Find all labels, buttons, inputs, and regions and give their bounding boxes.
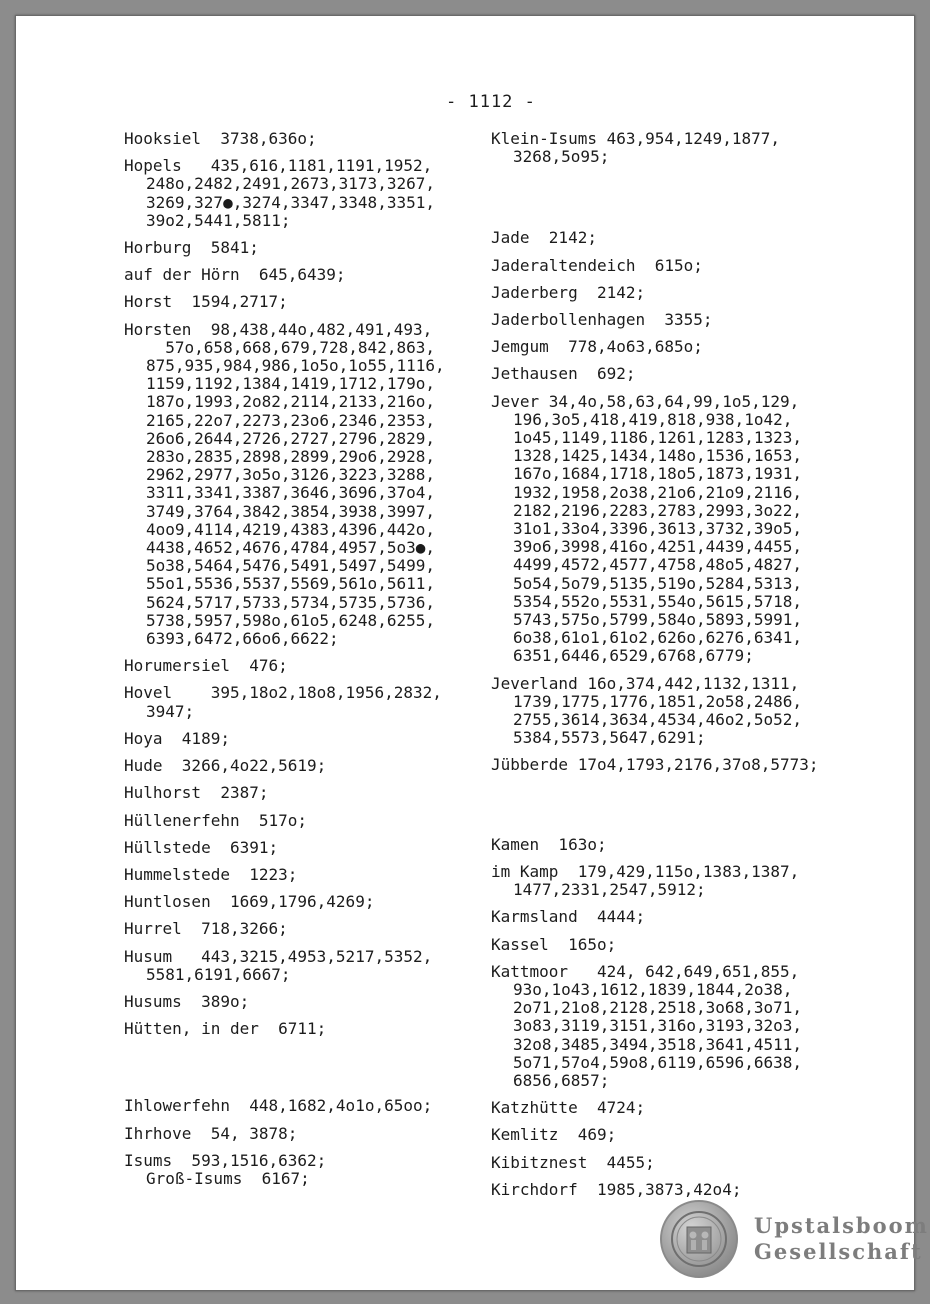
- index-entry: [491, 963, 851, 1090]
- entry-continuation-line: 6393,6472,66o6,6622;: [146, 629, 339, 649]
- index-entry: [491, 908, 851, 926]
- entry-line: Hurrel 718,3266;: [124, 919, 288, 939]
- entry-continuation-line: 5384,5573,5647,6291;: [513, 728, 706, 748]
- index-entry: [491, 338, 851, 356]
- entry-continuation-line: 31o1,33o4,3396,3613,3732,39o5,: [513, 519, 802, 539]
- index-entry: [124, 1152, 484, 1188]
- entry-continuation-line: 39o2,5441,5811;: [146, 210, 291, 230]
- entry-line: Jade 2142;: [491, 228, 597, 248]
- entry-continuation-line: 55o1,5536,5537,5569,561o,5611,: [146, 574, 435, 594]
- index-entry: [124, 784, 484, 802]
- section-gap: [124, 1047, 484, 1097]
- index-entry: [491, 863, 851, 899]
- index-column-right: [491, 130, 851, 1208]
- entry-line: Horumersiel 476;: [124, 656, 288, 676]
- index-entry: [124, 657, 484, 675]
- index-entry: [124, 1020, 484, 1038]
- entry-line: Jemgum 778,4o63,685o;: [491, 337, 703, 357]
- entry-line: Hopels 435,616,1181,1191,1952,: [124, 156, 433, 176]
- entry-continuation-line: 875,935,984,986,1o5o,1o55,1116,: [146, 356, 445, 376]
- index-entry: [124, 920, 484, 938]
- index-entry: [491, 836, 851, 854]
- entry-continuation-line: 187o,1993,2o82,2114,2133,216o,: [146, 392, 435, 412]
- index-entry: [124, 948, 484, 984]
- entry-line: Ihrhove 54, 3878;: [124, 1123, 298, 1143]
- entry-line: Jaderberg 2142;: [491, 282, 646, 302]
- entry-line: Jübberde 17o4,1793,2176,37o8,5773;: [491, 755, 819, 775]
- entry-continuation-line: 167o,1684,1718,18o5,1873,1931,: [513, 464, 802, 484]
- entry-continuation-line: 5354,552o,5531,554o,5615,5718,: [513, 591, 802, 611]
- index-entry: [124, 266, 484, 284]
- entry-continuation-line: 5581,6191,6667;: [146, 964, 291, 984]
- entry-continuation-line: 5o54,5o79,5135,519o,5284,5313,: [513, 573, 802, 593]
- entry-continuation-line: 3269,327●,3274,3347,3348,3351,: [146, 192, 435, 212]
- entry-line: Hude 3266,4o22,5619;: [124, 756, 327, 776]
- index-entry: [124, 993, 484, 1011]
- entry-line: Jever 34,4o,58,63,64,99,1o5,129,: [491, 391, 800, 411]
- entry-continuation-line: 4438,4652,4676,4784,4957,5o3●,: [146, 538, 435, 558]
- logo-line-1: Upstalsboom: [754, 1213, 929, 1238]
- entry-line: auf der Hörn 645,6439;: [124, 265, 346, 285]
- entry-line: Kibitznest 4455;: [491, 1152, 655, 1172]
- index-entry: [124, 157, 484, 230]
- index-entry: [491, 365, 851, 383]
- entry-continuation-line: 3268,5o95;: [513, 147, 610, 167]
- entry-continuation-line: 4499,4572,4577,4758,48o5,4827,: [513, 555, 802, 575]
- index-entry: [491, 1126, 851, 1144]
- entry-continuation-line: 1739,1775,1776,1851,2o58,2486,: [513, 691, 802, 711]
- index-entry: [124, 130, 484, 148]
- entry-continuation-line: 5624,5717,5733,5734,5735,5736,: [146, 592, 435, 612]
- entry-continuation-line: 3311,3341,3387,3646,3696,37o4,: [146, 483, 435, 503]
- index-entry: [124, 839, 484, 857]
- index-entry: [124, 239, 484, 257]
- society-logo: [660, 1200, 929, 1278]
- entry-line: Kirchdorf 1985,3873,42o4;: [491, 1179, 742, 1199]
- entry-continuation-line: 196,3o5,418,419,818,938,1o42,: [513, 409, 793, 429]
- index-entry: [124, 812, 484, 830]
- entry-line: Karmsland 4444;: [491, 907, 646, 927]
- entry-continuation-line: 2755,3614,3634,4534,46o2,5o52,: [513, 710, 802, 730]
- entry-line: Jaderbollenhagen 3355;: [491, 310, 713, 330]
- entry-line: Hoya 4189;: [124, 728, 230, 748]
- entry-continuation-line: 248o,2482,2491,2673,3173,3267,: [146, 174, 435, 194]
- entry-continuation-line: 5743,575o,5799,584o,5893,5991,: [513, 610, 802, 630]
- index-entry: [124, 321, 484, 649]
- entry-line: im Kamp 179,429,115o,1383,1387,: [491, 861, 800, 881]
- entry-line: Horburg 5841;: [124, 238, 259, 258]
- entry-continuation-line: 2182,2196,2283,2783,2993,3o22,: [513, 500, 802, 520]
- entry-continuation-line: Groß-Isums 6167;: [146, 1168, 310, 1188]
- entry-line: Husums 389o;: [124, 991, 250, 1011]
- entry-continuation-line: 4oo9,4114,4219,4383,4396,442o,: [146, 519, 435, 539]
- index-entry: [491, 311, 851, 329]
- index-entry: [491, 257, 851, 275]
- seal-icon: [660, 1200, 738, 1278]
- entry-continuation-line: 1477,2331,2547,5912;: [513, 880, 706, 900]
- entry-line: Jeverland 16o,374,442,1132,1311,: [491, 673, 800, 693]
- index-entry: [491, 1154, 851, 1172]
- entry-line: Hütten, in der 6711;: [124, 1019, 327, 1039]
- index-entry: [491, 1099, 851, 1117]
- entry-line: Kassel 165o;: [491, 934, 617, 954]
- index-entry: [491, 936, 851, 954]
- entry-line: Hüllenerfehn 517o;: [124, 810, 308, 830]
- section-gap: [491, 175, 851, 229]
- index-entry: [124, 684, 484, 720]
- entry-line: Isums 593,1516,6362;: [124, 1150, 327, 1170]
- entry-continuation-line: 1159,1192,1384,1419,1712,179o,: [146, 374, 435, 394]
- entry-line: Husum 443,3215,4953,5217,5352,: [124, 946, 433, 966]
- entry-line: Ihlowerfehn 448,1682,4o1o,65oo;: [124, 1096, 433, 1116]
- index-entry: [124, 293, 484, 311]
- entry-line: Horsten 98,438,44o,482,491,493,: [124, 319, 433, 339]
- section-gap: [491, 784, 851, 836]
- entry-continuation-line: 1932,1958,2o38,21o6,21o9,2116,: [513, 482, 802, 502]
- entry-continuation-line: 26o6,2644,2726,2727,2796,2829,: [146, 428, 435, 448]
- entry-continuation-line: 1o45,1149,1186,1261,1283,1323,: [513, 428, 802, 448]
- entry-continuation-line: 93o,1o43,1612,1839,1844,2o38,: [513, 979, 793, 999]
- entry-line: Huntlosen 1669,1796,4269;: [124, 892, 375, 912]
- index-entry: [491, 675, 851, 748]
- entry-line: Hummelstede 1223;: [124, 864, 298, 884]
- entry-line: Jaderaltendeich 615o;: [491, 255, 703, 275]
- entry-continuation-line: 6351,6446,6529,6768,6779;: [513, 646, 754, 666]
- entry-line: Jethausen 692;: [491, 364, 636, 384]
- index-entry: [124, 730, 484, 748]
- entry-continuation-line: 2o71,21o8,2128,2518,3o68,3o71,: [513, 998, 802, 1018]
- entry-line: Hovel 395,18o2,18o8,1956,2832,: [124, 683, 442, 703]
- page-number: - 1112 -: [446, 92, 536, 112]
- entry-line: Hüllstede 6391;: [124, 837, 279, 857]
- entry-continuation-line: 2962,2977,3o5o,3126,3223,3288,: [146, 465, 435, 485]
- index-entry: [124, 757, 484, 775]
- index-entry: [491, 1181, 851, 1199]
- entry-continuation-line: 39o6,3998,416o,4251,4439,4455,: [513, 537, 802, 557]
- entry-continuation-line: 6856,6857;: [513, 1070, 610, 1090]
- entry-continuation-line: 2165,22o7,2273,23o6,2346,2353,: [146, 410, 435, 430]
- entry-continuation-line: 6o38,61o1,61o2,626o,6276,6341,: [513, 628, 802, 648]
- index-entry: [124, 1125, 484, 1143]
- document-page: [15, 15, 915, 1291]
- entry-line: Kamen 163o;: [491, 834, 607, 854]
- entry-continuation-line: 5o38,5464,5476,5491,5497,5499,: [146, 556, 435, 576]
- logo-line-2: Gesellschaft: [754, 1239, 923, 1264]
- entry-continuation-line: 5o71,57o4,59o8,6119,6596,6638,: [513, 1052, 802, 1072]
- entry-continuation-line: 32o8,3485,3494,3518,3641,4511,: [513, 1034, 802, 1054]
- entry-continuation-line: 3o83,3119,3151,316o,3193,32o3,: [513, 1016, 802, 1036]
- index-column-left: [124, 130, 484, 1197]
- entry-line: Hooksiel 3738,636o;: [124, 129, 317, 148]
- index-entry: [124, 866, 484, 884]
- index-entry: [491, 284, 851, 302]
- entry-line: Katzhütte 4724;: [491, 1098, 646, 1118]
- index-entry: [124, 893, 484, 911]
- entry-continuation-line: 57o,658,668,679,728,842,863,: [146, 337, 435, 357]
- entry-continuation-line: 5738,5957,598o,61o5,6248,6255,: [146, 610, 435, 630]
- entry-continuation-line: 1328,1425,1434,148o,1536,1653,: [513, 446, 802, 466]
- entry-line: Klein-Isums 463,954,1249,1877,: [491, 129, 780, 148]
- entry-continuation-line: 283o,2835,2898,2899,29o6,2928,: [146, 447, 435, 467]
- index-entry: [491, 393, 851, 666]
- entry-continuation-line: 3947;: [146, 701, 195, 721]
- entry-continuation-line: 3749,3764,3842,3854,3938,3997,: [146, 501, 435, 521]
- entry-line: Kemlitz 469;: [491, 1125, 617, 1145]
- index-entry: [491, 229, 851, 247]
- entry-line: Horst 1594,2717;: [124, 292, 288, 312]
- entry-line: Kattmoor 424, 642,649,651,855,: [491, 961, 800, 981]
- entry-line: Hulhorst 2387;: [124, 783, 269, 803]
- index-entry: [491, 130, 851, 166]
- index-entry: [491, 756, 851, 774]
- index-entry: [124, 1097, 484, 1115]
